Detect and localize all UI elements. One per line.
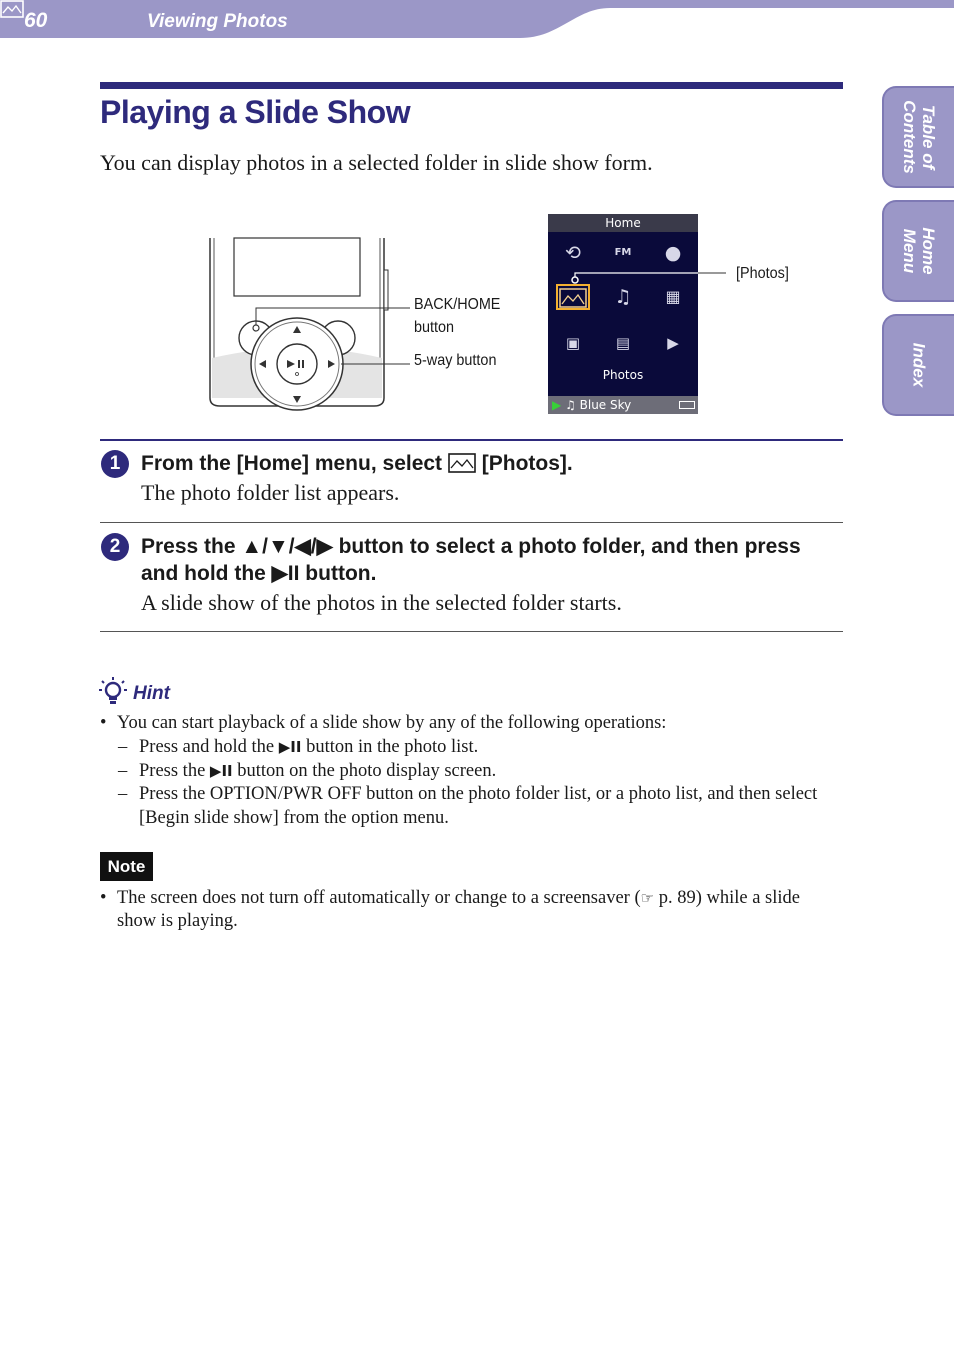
step2-bottom-rule <box>100 631 843 632</box>
play-pause-glyph: ▶II <box>209 762 233 780</box>
document-icon: ▤ <box>615 334 631 352</box>
step-number: 2 <box>101 533 129 561</box>
step2-body: A slide show of the photos in the selected folder starts. <box>141 590 622 615</box>
video-icon: ▦ <box>665 287 681 306</box>
photos-label: [Photos] <box>736 265 789 282</box>
photo-icon <box>448 453 476 473</box>
screen-header: Home <box>548 214 698 232</box>
header-bar <box>0 0 954 40</box>
screen-footer <box>548 396 698 414</box>
step1-body: The photo folder list appears. <box>141 480 400 505</box>
tab-index[interactable]: Index <box>882 314 954 416</box>
photo-icon <box>0 0 24 18</box>
tab-table-of-contents[interactable]: Table of Contents <box>882 86 954 188</box>
screen-caption: Photos <box>602 368 644 382</box>
page-reference-icon: ☞ <box>640 889 655 907</box>
microphone-icon: ● <box>664 242 682 264</box>
now-playing-title: ♫ Blue Sky <box>565 398 632 412</box>
photos-callout-line <box>570 260 730 380</box>
step2-top-rule <box>100 522 843 523</box>
five-way-label: 5-way button <box>414 352 497 369</box>
player-illustration <box>200 210 540 420</box>
note-badge: Note <box>100 852 153 881</box>
hint-lightbulb-icon <box>98 676 128 710</box>
title-rule <box>100 82 843 89</box>
step1-heading: From the [Home] menu, select [Photos]. <box>141 452 573 475</box>
step-number: 1 <box>101 450 129 478</box>
back-home-label: BACK/HOME <box>414 296 501 313</box>
intro-text: You can display photos in a selected folder in slide show form. <box>100 150 653 175</box>
header-bar-shape <box>0 0 954 40</box>
playlist-icon: ▶ <box>667 334 679 352</box>
device-figure <box>200 210 820 420</box>
play-status-icon: ▶ <box>552 398 562 412</box>
page-number: 60 <box>24 9 48 32</box>
tab-home-menu[interactable]: Home Menu <box>882 200 954 302</box>
play-pause-glyph: ▶II <box>278 738 302 756</box>
step2-heading: Press the ▲/▼/◀/▶ button to select a photo folder, and then press and hold the ▶II button. <box>141 535 801 585</box>
step1-top-rule <box>100 439 843 441</box>
music-icon: ♫ <box>614 286 632 308</box>
page-title: Playing a Slide Show <box>100 94 411 130</box>
shuffle-icon: ⟲ <box>565 242 581 264</box>
settings-box-icon: ▣ <box>565 334 581 352</box>
fm-radio-icon: FM <box>614 247 632 258</box>
section-title: Viewing Photos <box>147 11 288 32</box>
photos-callout-ext <box>698 272 738 276</box>
back-home-label-line2: button <box>414 319 455 336</box>
hint-title: Hint <box>133 683 170 704</box>
battery-icon <box>679 401 695 409</box>
